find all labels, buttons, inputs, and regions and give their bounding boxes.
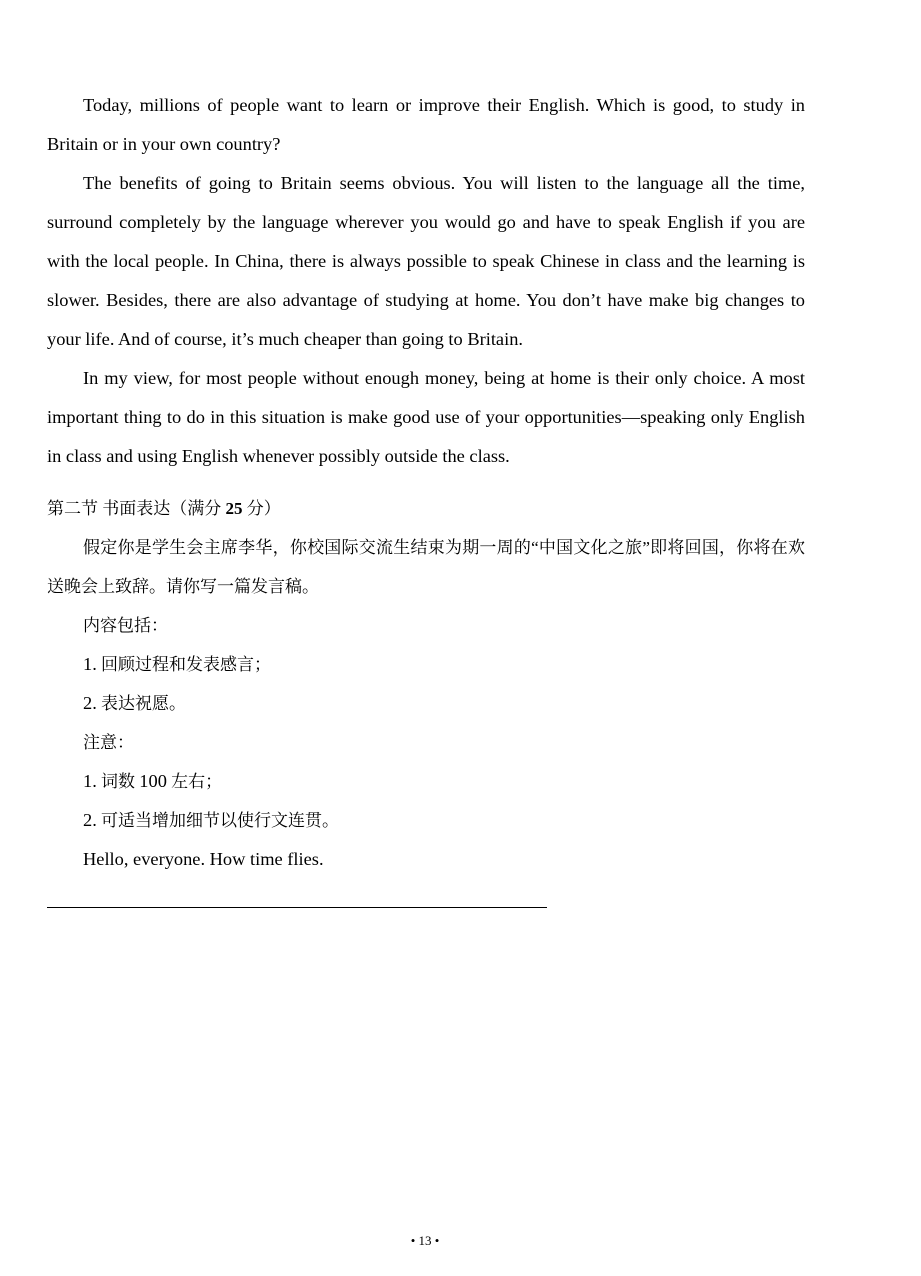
content-item-number: 2. (83, 693, 97, 713)
essay-paragraph-2: The benefits of going to Britain seems obvious. You will listen to the language all the time, surround completely by the language wherever you would go and have to speak English if you are with the local people. In China, there is always possible to speak Chinese in class and the learning is slower. Besides, there are also advantage of studying at home. You don’t have make big changes to your life. And of course, it’s much cheaper than going to Britain. (47, 173, 805, 349)
content-item (47, 645, 805, 684)
word-count-value: 100 (139, 771, 167, 791)
content-item-text: 表达祝愿。 (101, 694, 187, 713)
section-title-suffix: 分） (242, 499, 281, 518)
essay-paragraph-1: Today, millions of people want to learn or improve their English. Which is good, to study in Britain or in your own country? (47, 95, 805, 154)
note-item (47, 801, 805, 840)
note-item-text: 可适当增加细节以使行文连贯。 (101, 811, 340, 830)
note-item-text: 左右； (166, 772, 223, 791)
note-item (47, 762, 805, 801)
notes-label: 注意： (83, 733, 134, 752)
section-title-prefix: 第二节 书面表达（满分 (47, 499, 226, 518)
content-item-text: 回顾过程和发表感言； (101, 655, 272, 674)
section-title (47, 489, 281, 528)
writing-prompt (47, 528, 805, 879)
note-item-number: 1. (83, 771, 97, 791)
content-item-number: 1. (83, 654, 97, 674)
note-item-number: 2. (83, 810, 97, 830)
essay-paragraph-3: In my view, for most people without enough money, being at home is their only choice. A most important thing to do in this situation is make good use of your opportunities—speaking only English in class and using English whenever possibly outside the class. (47, 368, 805, 466)
starter-sentence: Hello, everyone. How time flies. (83, 849, 324, 869)
note-item-text: 词数 (101, 772, 140, 791)
prompt-intro: 假定你是学生会主席李华，你校国际交流生结束为期一周的“中国文化之旅”即将回国，你将在欢送晚会上致辞。请你写一篇发言稿。 (47, 538, 805, 596)
content-label: 内容包括： (83, 616, 168, 635)
essay-passage (47, 86, 805, 476)
content-item (47, 684, 805, 723)
page-number: • 13 • (410, 1233, 440, 1248)
answer-line (47, 907, 547, 908)
section-score: 25 (225, 499, 243, 518)
